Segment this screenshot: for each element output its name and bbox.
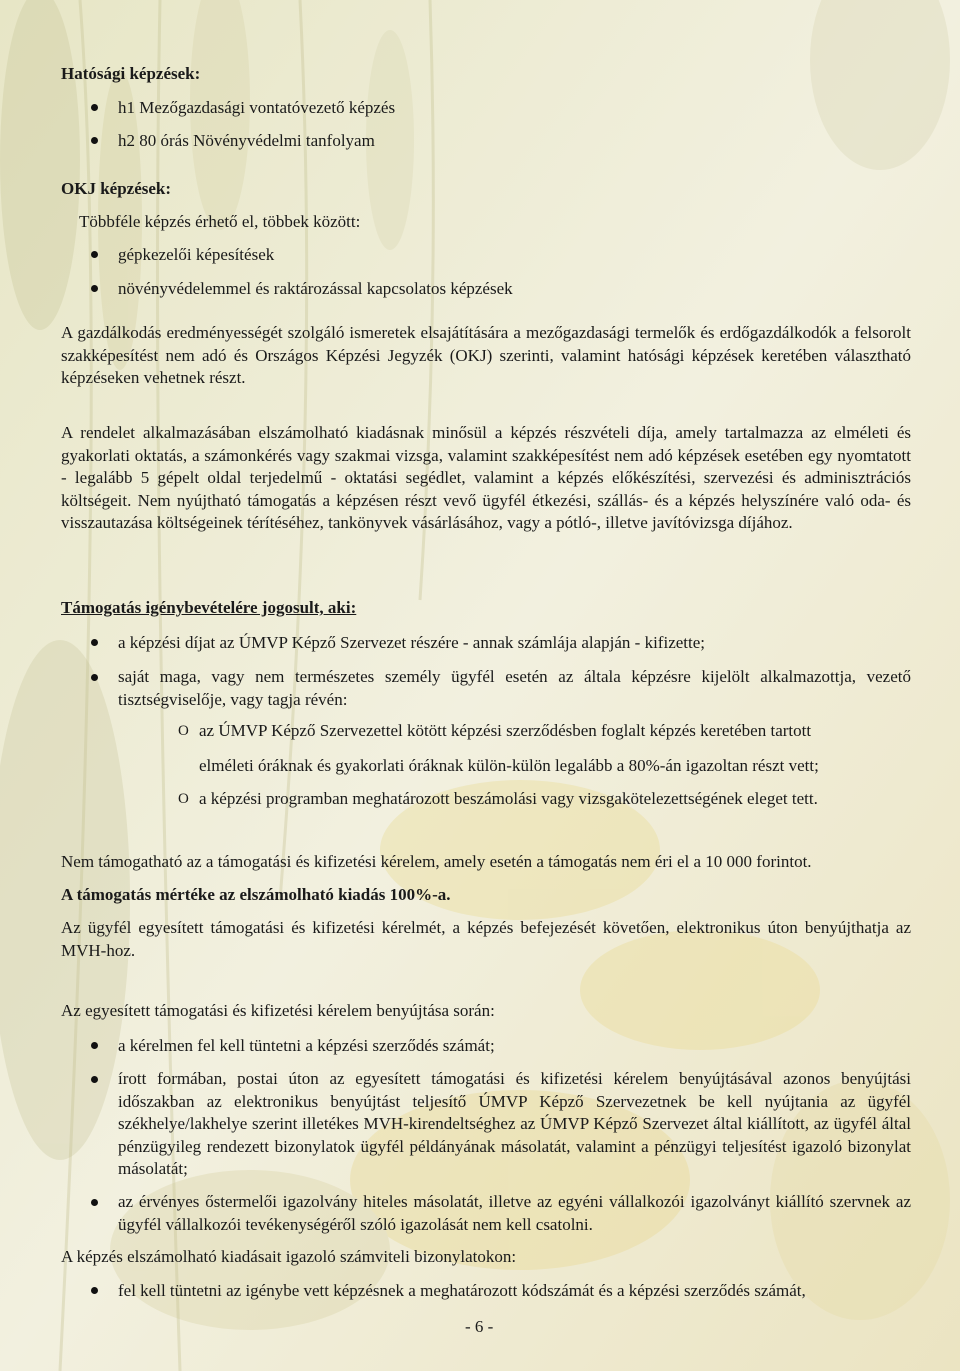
heading-hatosagi-kepzesek: Hatósági képzések: bbox=[61, 64, 201, 83]
paragraph-eligible-costs: A rendelet alkalmazásában elszámolható kiadásnak minősül a képzés részvételi díja, amely tartalmazza az elméleti és gyakorlati oktatás, a számonkérés vagy szakmai vizsga, valamint szakképesítést nem adó képzések esetében egy nyomtatott - legalább 5 gépelt oldal terjedelmű - oktatási segédlet, valamint a képzés előkészítési, szervezési és adminisztrációs költségeit. Nem nyújtható támogatás a képzésen részt vevő ügyfél étkezési, szállás- és a képzés helyszínére való oda- és visszautazása költségeinek térítéséhez, tankönyvek vásárlásához, vagy a pótló-, illetve javítóvizsga díjához. bbox=[61, 423, 911, 533]
page-number: - 6 - bbox=[465, 1317, 494, 1336]
list-item: írott formában, postai úton az egyesített támogatási és kifizetési kérelem benyújtásával azonos benyújtási időszakban az elektronikus benyújtást teljesítő ÚMVP Képző Szervezetnek be kell nyújtania az ügyfél székhelye/lakhelye szerint illetékes MVH-kirendeltséghez az ÚMVP Képző Szervezet által kiállított, az ügyfél által pénzügyileg rendezett bizonylatok ügyfél példányának másolatát, valamint a pénzügyi teljesítést igazoló bizonylat másolatát; bbox=[118, 1069, 911, 1179]
sub-list-item: a képzési programban meghatározott beszámolási vagy vizsgakötelezettségének eleget tett. bbox=[199, 789, 818, 808]
list-item: h2 80 órás Növényvédelmi tanfolyam bbox=[118, 131, 375, 150]
list-item: fel kell tüntetni az igénybe vett képzésnek a meghatározott kódszámát és a képzési szerződés számát, bbox=[118, 1281, 806, 1300]
bullet-icon bbox=[91, 1042, 98, 1049]
list-item: növényvédelemmel és raktározással kapcsolatos képzések bbox=[118, 279, 513, 298]
bullet-icon bbox=[91, 1199, 98, 1206]
circle-bullet-icon: O bbox=[178, 723, 189, 739]
list-item: a képzési díjat az ÚMVP Képző Szervezet részére - annak számlája alapján - kifizette; bbox=[118, 633, 705, 652]
sub-list-item: az ÚMVP Képző Szervezettel kötött képzési szerződésben foglalt képzés keretében tartott bbox=[199, 721, 812, 740]
paragraph-electronic-submission: Az ügyfél egyesített támogatási és kifizetési kérelmét, a képzés befejezését követően, elektronikus úton benyújthatja az MVH-hoz. bbox=[61, 918, 911, 960]
bullet-icon bbox=[91, 639, 98, 646]
sub-list-item-continued: elméleti óráknak és gyakorlati óráknak külön-külön legalább a 80%-án igazoltan részt vett; bbox=[199, 756, 819, 775]
bullet-icon bbox=[91, 1076, 98, 1083]
list-item: a kérelmen fel kell tüntetni a képzési szerződés számát; bbox=[118, 1036, 495, 1055]
okj-intro-text: Többféle képzés érhető el, többek között: bbox=[79, 212, 361, 231]
paragraph-support-rate: A támogatás mértéke az elszámolható kiadás 100%-a. bbox=[61, 885, 451, 904]
bullet-icon bbox=[91, 674, 98, 681]
list-item: saját maga, vagy nem természetes személy ügyfél esetén az általa képzésre kijelölt alkalmazottja, vezető tisztségviselője, vagy tagja révén: bbox=[118, 667, 911, 709]
heading-accounting-documents: A képzés elszámolható kiadásait igazoló számviteli bizonylatokon: bbox=[61, 1247, 517, 1266]
circle-bullet-icon: O bbox=[178, 791, 189, 807]
bullet-icon bbox=[91, 137, 98, 144]
list-item: az érvényes őstermelői igazolvány hiteles másolatát, illetve az egyéni vállalkozói igazolványt kiállító szervnek az ügyfél vállalkozói tevékenységéről szóló igazolását nem kell csatolni. bbox=[118, 1192, 911, 1234]
list-item: gépkezelői képesítések bbox=[118, 245, 275, 264]
bullet-icon bbox=[91, 104, 98, 111]
heading-jogosult: Támogatás igénybevételére jogosult, aki: bbox=[61, 598, 357, 617]
heading-okj-kepzesek: OKJ képzések: bbox=[61, 179, 172, 198]
heading-submission: Az egyesített támogatási és kifizetési kérelem benyújtása során: bbox=[61, 1001, 495, 1020]
bullet-icon bbox=[91, 251, 98, 258]
bullet-icon bbox=[91, 1287, 98, 1294]
bullet-icon bbox=[91, 285, 98, 292]
paragraph-minimum-amount: Nem támogatható az a támogatási és kifizetési kérelem, amely esetén a támogatás nem éri el a 10 000 forintot. bbox=[61, 852, 812, 871]
list-item: h1 Mezőgazdasági vontatóvezető képzés bbox=[118, 98, 396, 117]
paragraph-eligibility: A gazdálkodás eredményességét szolgáló ismeretek elsajátítására a mezőgazdasági termelők és erdőgazdálkodók a felsorolt szakképesítést nem adó és Országos Képzési Jegyzék (OKJ) szerinti, valamint hatósági képzések keretében választható képzéseken vehetnek részt. bbox=[61, 323, 911, 388]
